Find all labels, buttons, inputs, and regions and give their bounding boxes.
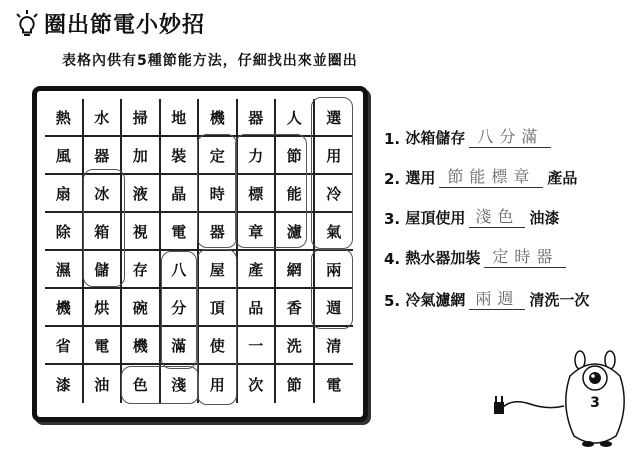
grid-cell[interactable]: 屋 [199, 251, 238, 289]
question-5 [384, 286, 589, 310]
question-number: 5. [384, 292, 401, 310]
grid-cell[interactable]: 水 [84, 99, 123, 137]
grid-cell[interactable]: 香 [276, 289, 315, 327]
question-text-after: 產品 [547, 169, 578, 187]
question-text-before: 熱水器加裝 [405, 249, 481, 267]
lightbulb-icon [14, 9, 40, 39]
grid-cell[interactable]: 標 [238, 175, 277, 213]
grid-cell[interactable]: 電 [161, 213, 200, 251]
answer-field[interactable]: 八分滿 [469, 124, 551, 148]
grid-cell[interactable]: 器 [84, 137, 123, 175]
question-text-before: 選用 [405, 169, 436, 187]
grid-cell[interactable]: 選 [315, 99, 354, 137]
grid-cell[interactable]: 使 [199, 327, 238, 365]
question-1 [384, 124, 555, 148]
mascot-illustration [492, 340, 634, 452]
grid-cell[interactable]: 能 [276, 175, 315, 213]
grid-cell[interactable]: 碗 [122, 289, 161, 327]
question-number: 3. [384, 210, 401, 228]
grid-cell[interactable]: 裝 [161, 137, 200, 175]
grid-cell[interactable]: 節 [276, 365, 315, 403]
question-text-after: 油漆 [529, 209, 560, 227]
grid-cell[interactable]: 節 [276, 137, 315, 175]
grid-cell[interactable]: 色 [122, 365, 161, 403]
plug-cord [502, 402, 564, 408]
grid-cell[interactable]: 風 [45, 137, 84, 175]
answer-field[interactable]: 兩週 [469, 286, 525, 310]
grid-cell[interactable]: 冷 [315, 175, 354, 213]
grid-cell[interactable]: 晶 [161, 175, 200, 213]
question-number: 4. [384, 250, 401, 268]
question-4 [384, 244, 570, 268]
grid-cell[interactable]: 視 [122, 213, 161, 251]
grid-cell[interactable]: 熱 [45, 99, 84, 137]
grid-cell[interactable]: 次 [238, 365, 277, 403]
mascot-badge: 3 [590, 395, 600, 411]
page-title: 圈出節電小妙招 [44, 13, 206, 38]
grid-cell[interactable]: 器 [238, 99, 277, 137]
grid-cell[interactable]: 產 [238, 251, 277, 289]
grid-cell[interactable]: 地 [161, 99, 200, 137]
grid-cell[interactable]: 力 [238, 137, 277, 175]
grid-cell[interactable]: 滿 [161, 327, 200, 365]
grid-cell[interactable]: 漆 [45, 365, 84, 403]
answer-field[interactable]: 節能標章 [439, 164, 543, 188]
grid-cell[interactable]: 機 [122, 327, 161, 365]
grid-cell[interactable]: 烘 [84, 289, 123, 327]
question-2 [384, 164, 577, 188]
grid-cell[interactable]: 油 [84, 365, 123, 403]
grid-cell[interactable]: 機 [45, 289, 84, 327]
question-text-after: 清洗一次 [529, 291, 590, 309]
grid-cell[interactable]: 人 [276, 99, 315, 137]
grid-cell[interactable]: 器 [199, 213, 238, 251]
answer-field[interactable]: 淺色 [469, 204, 525, 228]
question-3 [384, 204, 559, 228]
grid-cell[interactable]: 定 [199, 137, 238, 175]
grid-cell[interactable]: 洗 [276, 327, 315, 365]
grid-cell[interactable]: 箱 [84, 213, 123, 251]
grid-cell[interactable]: 時 [199, 175, 238, 213]
grid-cell[interactable]: 除 [45, 213, 84, 251]
grid-cell[interactable]: 章 [238, 213, 277, 251]
grid-cell[interactable]: 存 [122, 251, 161, 289]
grid-cell[interactable]: 頂 [199, 289, 238, 327]
grid-cell[interactable]: 加 [122, 137, 161, 175]
grid-cell[interactable]: 省 [45, 327, 84, 365]
grid-cell[interactable]: 掃 [122, 99, 161, 137]
grid-cell[interactable]: 八 [161, 251, 200, 289]
instruction-text: 表格內供有5種節能方法，仔細找出來並圈出 [62, 53, 358, 69]
grid-cell[interactable]: 電 [326, 375, 342, 394]
grid-cell[interactable]: 清 [315, 327, 354, 365]
question-number: 2. [384, 170, 401, 188]
grid-cell[interactable]: 電 [84, 327, 123, 365]
grid-cell[interactable]: 用 [199, 365, 238, 403]
grid-cell[interactable]: 週 [315, 289, 354, 327]
word-search-grid [45, 99, 353, 403]
grid-cell[interactable]: 一 [238, 327, 277, 365]
plug-icon [494, 396, 504, 414]
grid-cell[interactable]: 機 [199, 99, 238, 137]
title-row [14, 8, 205, 39]
grid-cell[interactable]: 冰 [84, 175, 123, 213]
grid-cell[interactable]: 網 [276, 251, 315, 289]
question-text-before: 屋頂使用 [405, 209, 466, 227]
grid-cell[interactable]: 氣 [315, 213, 354, 251]
grid-cell[interactable]: 扇 [45, 175, 84, 213]
mascot-body [566, 351, 624, 447]
grid-cell[interactable]: 液 [122, 175, 161, 213]
question-number: 1. [384, 130, 401, 148]
grid-cell[interactable]: 濾 [276, 213, 315, 251]
grid-cell[interactable]: 品 [238, 289, 277, 327]
word-search-board [32, 86, 368, 422]
grid-cell[interactable]: 用 [315, 137, 354, 175]
question-text-before: 冷氣濾網 [405, 291, 466, 309]
grid-cell[interactable]: 兩 [315, 251, 354, 289]
grid-cell[interactable]: 分 [161, 289, 200, 327]
grid-cell[interactable]: 淺 [161, 365, 200, 403]
grid-cell[interactable]: 濕 [45, 251, 84, 289]
grid-cell[interactable]: 儲 [84, 251, 123, 289]
question-text-before: 冰箱儲存 [405, 129, 466, 147]
answer-field[interactable]: 定時器 [484, 244, 566, 268]
